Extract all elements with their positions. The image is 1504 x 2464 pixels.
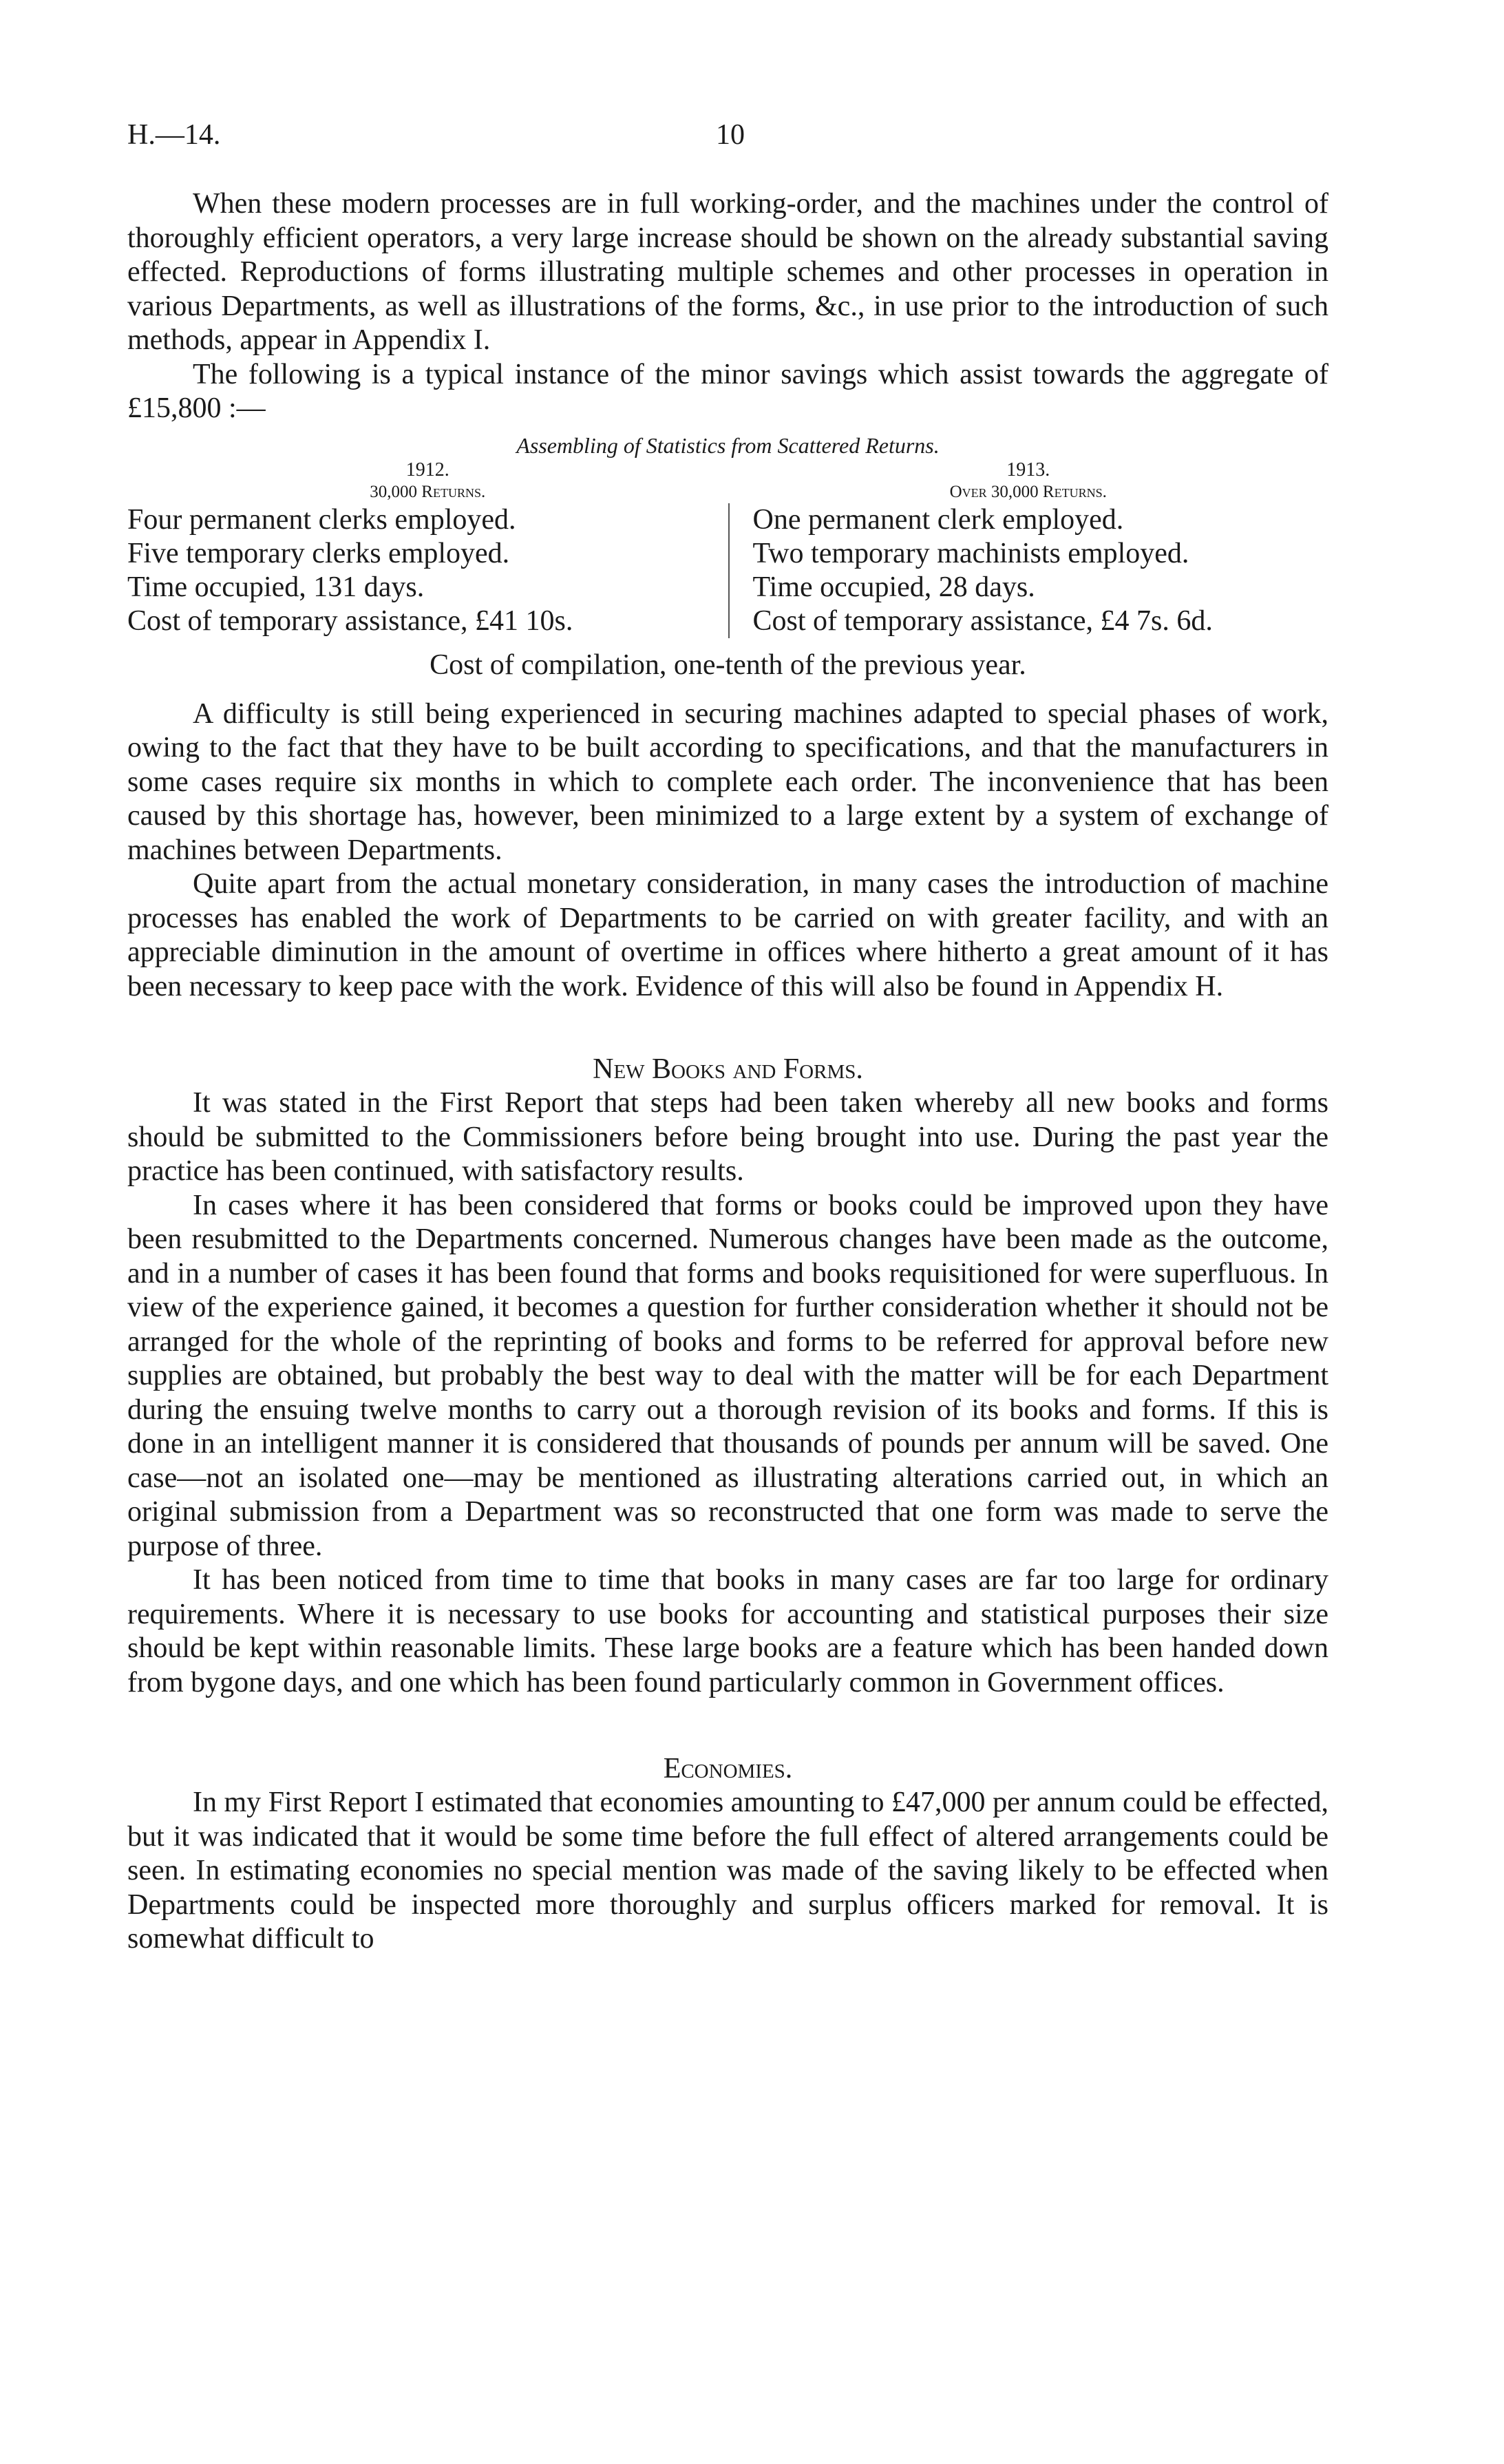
body-text [127,187,1328,1957]
comparison-row: One permanent clerk employed. [752,503,1124,536]
right-returns: Over 30,000 Returns. [949,482,1107,501]
comparison-row: Time occupied, 131 days. [127,571,425,603]
comparison-row: Five temporary clerks employed. [127,537,510,569]
comparison-row: Two temporary machinists employed. [752,537,1189,569]
comparison-1913 [728,503,1329,638]
comparison-note: Cost of compilation, one-tenth of the previous year. [430,649,1026,681]
document-reference: H.—14. [127,119,221,151]
paragraph: In my First Report I estimated that economies amounting to £47,000 per annum could be effected, but it was indicated that it would be some time before the full effect of altered arrangements could be seen. In estimating economies no special mention was made of the saving likely to be effected when Departments could be inspected more thoroughly and surplus officers marked for removal. It is somewhat difficult to [127,1787,1328,1955]
paragraph: When these modern processes are in full working-order, and the machines under the control of thoroughly efficient operators, a very large increase should be shown on the already substantial saving effected. Reproductions of forms illustrating multiple schemes and other processes in operation in various Departments, as well as illustrations of the forms, &c., in use prior to the introduction of such methods, appear in Appendix I. [127,188,1328,356]
comparison-1912 [127,503,728,638]
left-year: 1912. [405,459,449,481]
paragraph: A difficulty is still being experienced in securing machines adapted to special phases of work, owing to the fact that they have to be built according to specifications, and that the manufacturers in some cases require six months in which to complete each order. The inconvenience that has been caused by this shortage has, however, been minimized to a large extent by a system of exchange of machines between Departments. [127,697,1328,866]
comparison-row: Time occupied, 28 days. [752,571,1035,603]
right-column-head [728,459,1329,503]
comparison-table [127,503,1328,638]
right-year: 1913. [1006,459,1050,481]
paragraph: It has been noticed from time to time that books in many cases are far too large for ordinary requirements. Where it is necessary to use books for accounting and statistical purposes their size should be kept within reasonable limits. These large books are a feature which has been handed down from bygone days, and one which has been found particularly common in Government offices. [127,1564,1328,1698]
paragraph: The following is a typical instance of the minor savings which assist towards the aggregate of £15,800 :— [127,358,1328,424]
page-number: 10 [716,119,745,151]
left-column-head [127,459,728,503]
comparison-row: Cost of temporary assistance, £41 10s. [127,604,573,637]
paragraph: Quite apart from the actual monetary consideration, in many cases the introduction of machine processes has enabled the work of Departments to be carried on with greater facility, and with an appreciable diminution in the amount of overtime in offices where hitherto a great amount of it has been necessary to keep pace with the work. Evidence of this will also be found in Appendix H. [127,868,1328,1002]
comparison-row: Four permanent clerks employed. [127,503,516,536]
left-returns: 30,000 Returns. [370,482,486,501]
comparison-row: Cost of temporary assistance, £4 7s. 6d. [752,604,1213,637]
paragraph: It was stated in the First Report that steps had been taken whereby all new books and forms should be submitted to the Commissioners before being brought into use. During the past year the practice has been continued, with satisfactory results. [127,1087,1328,1187]
section-heading-economies: Economies. [663,1753,793,1784]
paragraph: In cases where it has been considered that forms or books could be improved upon they have been resubmitted to the Departments concerned. Numerous changes have been made as the outcome, and in a number of cases it has been found that forms and books requisitioned for were superfluous. In view of the experience gained, it becomes a question for further consideration whether it should not be arranged for the whole of the reprinting of books and forms to be referred for approval before new supplies are obtained, but probably the best way to deal with the matter will be for each Department during the ensuing twelve months to carry out a thorough revision of its books and forms. If this is done in an intelligent manner it is considered that thousands of pounds per annum will be saved. One case—not an isolated one—may be mentioned as illustrating alterations carried out, in which an original submission from a Department was so reconstructed that one form was made to serve the purpose of three. [127,1189,1328,1562]
comparison-caption: Assembling of Statistics from Scattered Returns. [516,432,940,458]
section-heading-new-books: New Books and Forms. [593,1053,863,1085]
comparison-column-heads [127,459,1328,503]
